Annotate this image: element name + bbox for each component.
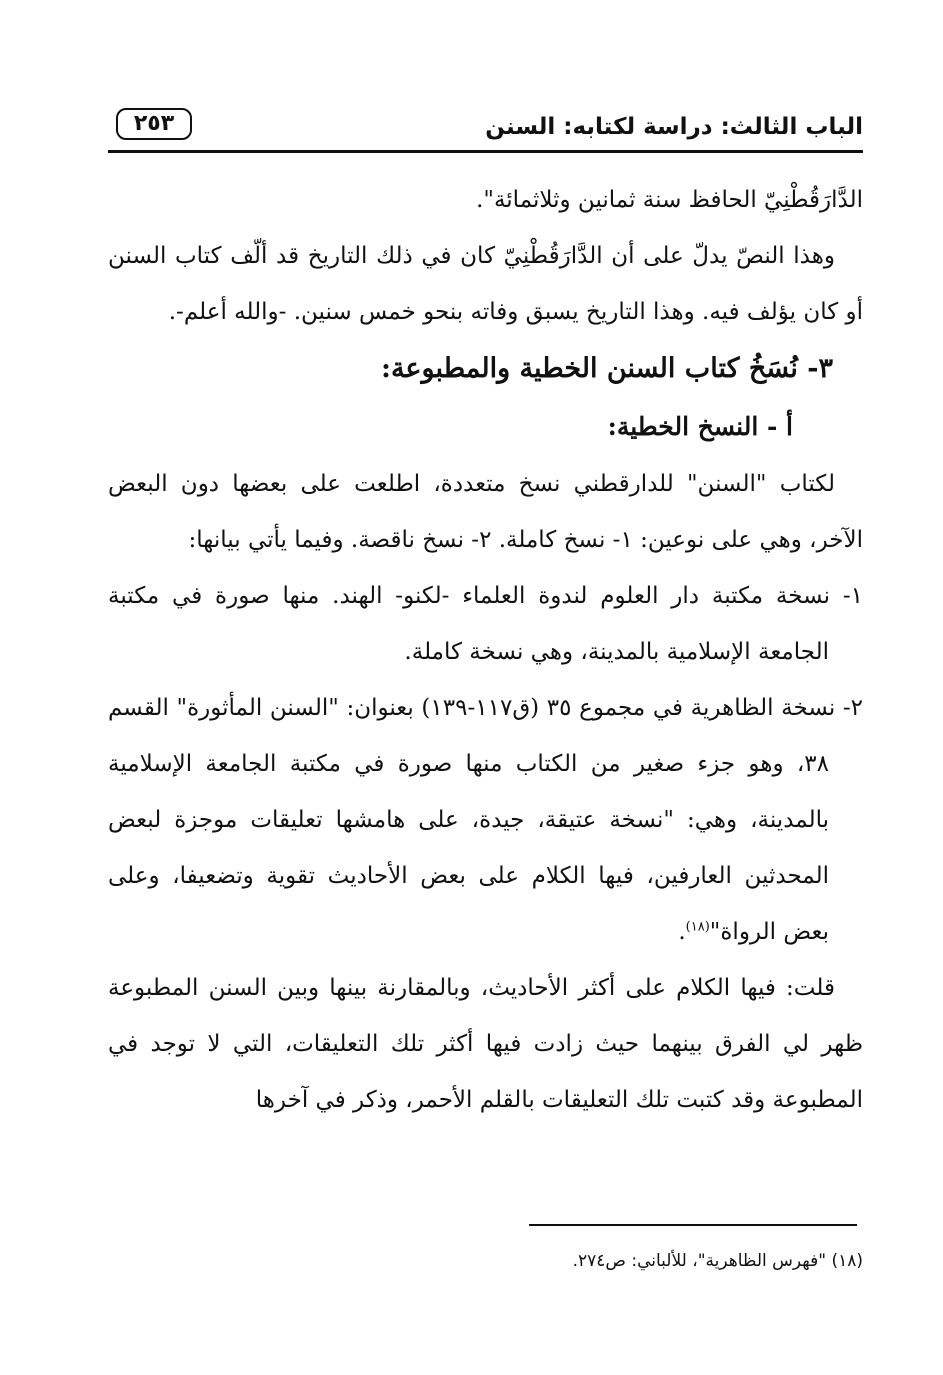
list-item-end: . [678,919,686,945]
body-text [108,172,863,1128]
footnote-reference: (١٨) [685,919,710,935]
chapter-title: الباب الثالث: دراسة لكتابه: السنن [485,114,863,140]
list-item: ١- نسخة مكتبة دار العلوم لندوة العلماء -لكنو- الهند. منها صورة في مكتبة الجامعة الإسلامية بالمدينة، وهي نسخة كاملة. [108,583,863,665]
paragraph-text: لكتاب "السنن" للدارقطني نسخ متعددة، اطلعت على بعضها دون البعض الآخر، وهي على نوعين: ١- نسخ كاملة. ٢- نسخ ناقصة. وفيما يأتي بيانها: [108,471,863,553]
paragraph-continuation: الدَّارَقُطْنِيّ الحافظ سنة ثمانين وثلاثمائة". [476,187,863,213]
page-header [108,106,863,152]
list-item [108,680,863,960]
footnote-divider [529,1224,857,1226]
header-divider [108,150,863,153]
footnote: (١٨) "فهرس الظاهرية"، للألباني: ص٢٧٤. [572,1251,863,1271]
list-item-text: ٢- نسخة الظاهرية في مجموع ٣٥ (ق١١٧-١٣٩) بعنوان: "السنن المأثورة" القسم ٣٨، وهو جزء صغير من الكتاب منها صورة في مكتبة الجامعة الإسلامية بالمدينة، وهي: "نسخة عتيقة، جيدة، على هامشها تعليقات موجزة لبعض المحدثين العارفين، فيها الكلام على بعض الأحاديث تقوية وتضعيفا، وعلى بعض الرواة" [108,695,864,945]
paragraph-text: قلت: فيها الكلام على أكثر الأحاديث، وبالمقارنة بينها وبين السنن المطبوعة ظهر لي الفرق بينهما حيث زادت فيها أكثر تلك التعليقات، التي لا توجد في المطبوعة وقد كتبت تلك التعليقات بالقلم الأحمر، وذكر في آخرها [108,975,863,1113]
page-number-badge: ٢٥٣ [116,108,192,140]
subsection-heading: أ - النسخ الخطية: [607,412,793,441]
section-heading: ٣- نُسَخُ كتاب السنن الخطية والمطبوعة: [380,353,833,384]
paragraph-text: وهذا النصّ يدلّ على أن الدَّارَقُطْنِيّ كان في ذلك التاريخ قد ألّف كتاب السنن أو كان يؤلف فيه. وهذا التاريخ يسبق وفاته بنحو خمس سنين. -والله أعلم-. [108,243,863,325]
